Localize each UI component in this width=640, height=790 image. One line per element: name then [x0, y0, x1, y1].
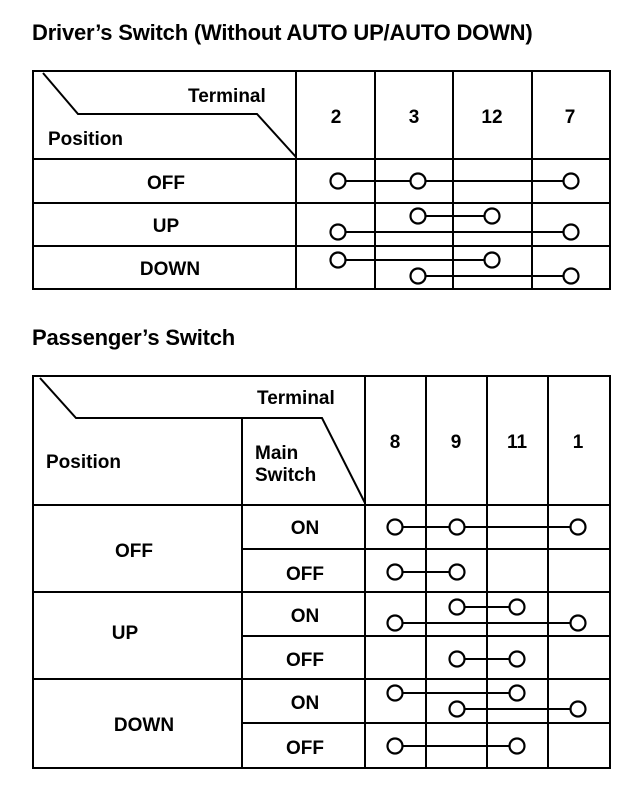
passengers-terminal-contact	[571, 702, 586, 717]
passengers-main-switch-label: OFF	[286, 738, 324, 759]
passengers-terminal-label: 9	[450, 432, 462, 453]
passengers-terminal-contact	[571, 616, 586, 631]
passengers-terminal-contact	[388, 739, 403, 754]
passengers-terminal-contact	[450, 600, 465, 615]
passengers-terminal-contact	[450, 702, 465, 717]
passengers-terminal-contact	[510, 686, 525, 701]
drivers-terminal-contact	[564, 225, 579, 240]
passengers-terminal-label: 8	[389, 432, 401, 453]
passengers-main-switch-label: ON	[290, 693, 320, 714]
passengers-terminal-contact	[510, 652, 525, 667]
passengers-main-switch-header-line1: Main	[255, 443, 299, 464]
drivers-terminal-contact	[331, 225, 346, 240]
drivers-terminal-label: 2	[330, 107, 342, 128]
drivers-terminal-contact	[411, 209, 426, 224]
passengers-terminal-contact	[450, 520, 465, 535]
passengers-terminal-contact	[388, 565, 403, 580]
drivers-terminal-contact	[485, 253, 500, 268]
drivers-terminal-contact	[411, 174, 426, 189]
drivers-terminal-contact	[331, 174, 346, 189]
passengers-position-header: Position	[46, 452, 121, 473]
drivers-position-header: Position	[48, 129, 123, 150]
passengers-terminal-label: 1	[572, 432, 584, 453]
drivers-terminal-label: 3	[408, 107, 420, 128]
drivers-terminal-contact	[564, 174, 579, 189]
passengers-terminal-contact	[388, 520, 403, 535]
passengers-main-switch-label: ON	[290, 518, 320, 539]
passengers-main-switch-label: OFF	[286, 650, 324, 671]
drivers-terminal-header: Terminal	[188, 86, 266, 107]
drivers-terminal-label: 7	[564, 107, 576, 128]
drivers-position-label: UP	[152, 216, 180, 237]
passengers-main-switch-header-line2: Switch	[255, 465, 317, 486]
passengers-terminal-contact	[510, 600, 525, 615]
passengers-main-switch-label: ON	[290, 606, 320, 627]
drivers-terminal-label: 12	[481, 107, 503, 128]
drivers-position-label: OFF	[147, 173, 185, 194]
drivers-terminal-contact	[411, 269, 426, 284]
passengers-switch-title: Passenger’s Switch	[32, 325, 236, 350]
passengers-terminal-contact	[388, 686, 403, 701]
passengers-terminal-header: Terminal	[257, 388, 335, 409]
passengers-terminal-contact	[450, 565, 465, 580]
passengers-terminal-contact	[450, 652, 465, 667]
passengers-terminal-contact	[571, 520, 586, 535]
passengers-terminal-contact	[388, 616, 403, 631]
passengers-position-label: OFF	[115, 541, 153, 562]
passengers-position-label: UP	[111, 623, 139, 644]
passengers-terminal-label: 11	[506, 432, 528, 453]
drivers-terminal-contact	[331, 253, 346, 268]
drivers-terminal-contact	[485, 209, 500, 224]
drivers-position-label: DOWN	[139, 259, 201, 280]
drivers-switch-title: Driver’s Switch (Without AUTO UP/AUTO DOWN)	[32, 20, 533, 45]
passengers-terminal-contact	[510, 739, 525, 754]
drivers-terminal-contact	[564, 269, 579, 284]
passengers-position-label: DOWN	[113, 715, 175, 736]
drivers-continuity-marks	[331, 174, 579, 284]
passengers-main-switch-label: OFF	[286, 564, 324, 585]
